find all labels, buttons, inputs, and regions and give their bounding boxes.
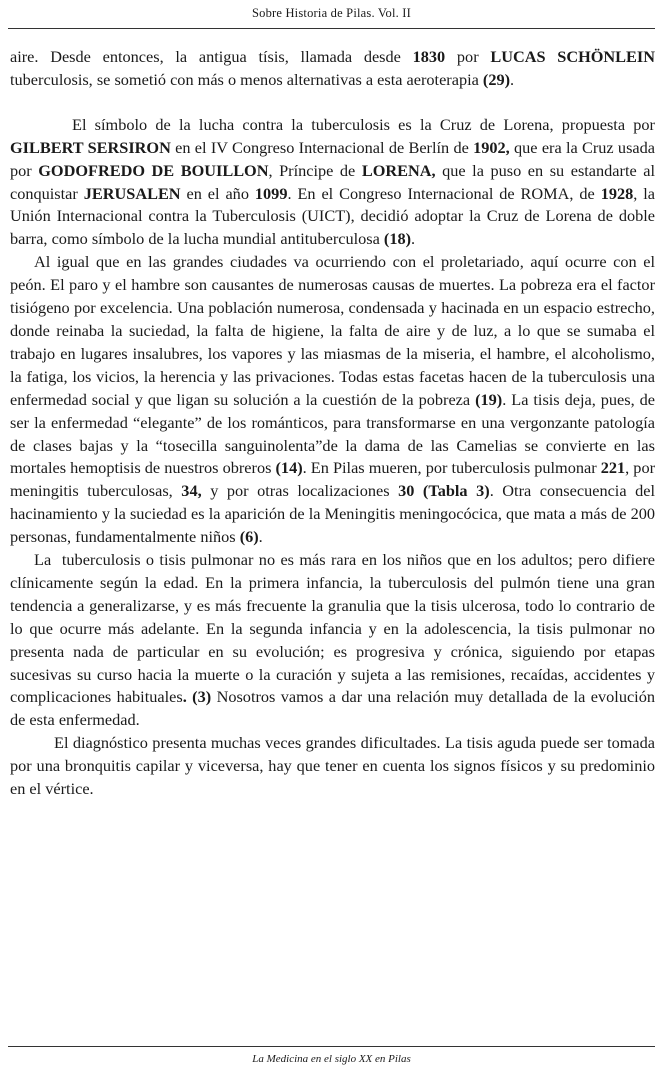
running-header: Sobre Historia de Pilas. Vol. II	[251, 6, 412, 20]
paragraph-4	[10, 549, 660, 732]
text-run: . En Pilas mueren, por tuberculosis pulmonar	[302, 458, 601, 478]
text-run: , por meningitis tuberculosas,	[10, 458, 660, 501]
text-run: y por otras localizaciones	[201, 481, 399, 501]
text-run: La tuberculosis o tisis pulmonar no es más rara en los niños que en los adultos; pero difiere clínicamente según la edad. En la primera infancia, la tuberculosis del pulmón tiene una gran tendencia a generalizarse, y es más frecuente la granulia que la tisis ulcerosa, todo lo contrario de lo que ocurre más adelante. En la segunda infancia y en la adolescencia, la tisis pulmonar no presenta nada de particular en su evolución; es progresiva y crónica, siguiendo por etapas sucesivas su curso hacia la muerte o la curación y sujeta a las remisiones, recaídas, accidentes y complicaciones habituales	[10, 550, 660, 707]
bold-run: GILBERT SERSIRON	[10, 137, 171, 157]
footer-rule	[8, 1046, 655, 1047]
text-run: .	[510, 69, 515, 89]
text-run: en el año	[180, 183, 255, 203]
text-run: Nosotros vamos a dar una relación muy detallada de la evolución de esta enfermedad.	[10, 687, 660, 730]
text-run: , la Unión Internacional contra la Tuberculosis (UICT), decidió adoptar la Cruz de Lorena de doble barra, como símbolo de la lucha mundial antituberculosa	[10, 183, 660, 249]
running-footer: La Medicina en el siglo XX en Pilas	[252, 1053, 411, 1065]
text-run: El diagnóstico presenta muchas veces grandes dificultades. La tisis aguda puede ser tomada por una bronquitis capilar y viceversa, hay que tener en cuenta los signos físicos y su predominio en el vértice.	[10, 733, 660, 799]
bold-run: . (3)	[182, 687, 212, 707]
text-run: El símbolo de la lucha contra la tuberculosis es la Cruz de Lorena, propuesta por	[72, 114, 660, 134]
text-run: . En el Congreso Internacional de ROMA, de	[287, 183, 601, 203]
text-run: en el IV Congreso Internacional de Berlín de	[170, 137, 474, 157]
text-run: Al igual que en las grandes ciudades va ocurriendo con el proletariado, aquí ocurre con el peón. El paro y el hambre son causantes de numerosas causas de muertes. La pobreza era el factor tisiógeno por excelencia. Una población numerosa, condensada y hacinada en un espacio estrecho, donde reinaba la suciedad, la falta de higiene, la falta de aire y de luz, a lo que se sumaba el trabajo en lugares insalubres, los vapores y las miasmas de la miseria, el hambre, el alcoholismo, la fatiga, los vicios, la herencia y las privaciones. Todas estas facetas hacen de la tuberculosis una enfermedad social y que ligan su solución a la cuestión de la pobreza	[10, 252, 660, 409]
text-run: . Otra consecuencia del hacinamiento y la suciedad es la aparición de la Meningitis meningocócica, que mata a más de 200 personas, fundamentalmente niños	[10, 481, 660, 547]
text-run: tuberculosis, se sometió con más o menos alternativas a esta aeroterapia	[10, 47, 660, 89]
bold-run: 1099	[254, 183, 288, 203]
bold-run: 1928	[600, 183, 634, 203]
text-run: , Príncipe de	[268, 160, 362, 180]
text-run: .	[258, 527, 263, 547]
paragraph-3	[10, 251, 660, 549]
paragraph-2	[10, 114, 660, 251]
header-rule	[8, 28, 655, 29]
text-run: por	[445, 47, 491, 66]
bold-run: 1902,	[473, 137, 510, 157]
bold-run: LUCAS SCHÖNLEIN	[490, 47, 655, 66]
text-run: que era la Cruz usada por	[10, 137, 660, 180]
text-run: que la puso en su estandarte al conquistar	[10, 160, 660, 203]
bold-run: 221	[600, 458, 626, 478]
paragraph-5	[10, 732, 660, 801]
body-text	[10, 46, 660, 801]
bold-run: (29)	[482, 69, 511, 89]
bold-run: GODOFREDO DE BOUILLON	[38, 160, 269, 180]
paragraph-1	[10, 46, 660, 92]
text-run: .	[411, 229, 416, 249]
text-run: . La tisis deja, pues, de ser la enfermedad “elegante” de los románticos, para transformarse en una vergonzante patología de clases bajas y la “tosecilla sanguinolenta”de la dama de las Camelias se convierte en las mortales hemoptisis de nuestros obreros	[10, 389, 660, 478]
bold-run: (18)	[383, 229, 412, 249]
bold-run: (19)	[475, 389, 503, 409]
bold-run: 1830	[412, 47, 446, 66]
text-run: aire. Desde entonces, la antigua tísis, llamada desde	[10, 47, 413, 66]
bold-run: LORENA,	[361, 160, 436, 180]
bold-run: 30 (Tabla 3)	[398, 481, 490, 501]
bold-run: (14)	[275, 458, 303, 478]
bold-run: JERUSALEN	[83, 183, 181, 203]
bold-run: 34,	[181, 481, 202, 501]
bold-run: (6)	[239, 527, 259, 547]
